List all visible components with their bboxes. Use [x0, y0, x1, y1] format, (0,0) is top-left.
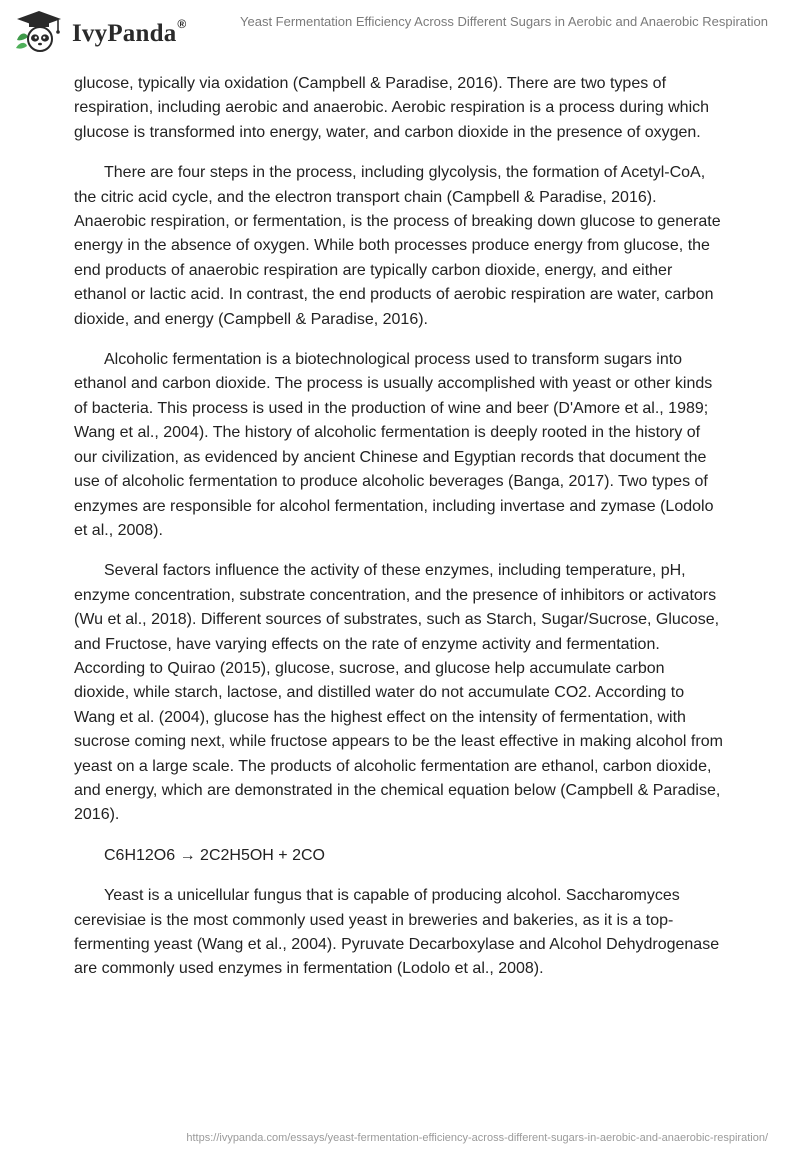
ivypanda-logo[interactable] — [14, 10, 186, 52]
page-header — [0, 0, 800, 60]
registered-mark: ® — [177, 16, 187, 31]
paragraph-respiration-types: glucose, typically via oxidation (Campbell & Paradise, 2016). There are two types of respiration, including aerobic and anaerobic. Aerobic respiration is a process during which glucose is transformed into energy, water, and carbon dioxide in the presence of oxygen. — [74, 75, 710, 141]
paragraph-enzyme-factors: Several factors influence the activity of these enzymes, including temperature, pH, enzyme concentration, substrate concentration, and the presence of inhibitors or activators (Wu et al., 2018). Different sources of substrates, such as Starch, Sugar/Sucrose, Glucose, and Fructose, have varying effects on the rate of enzyme activity and fermentation. According to Quirao (2015), glucose, sucrose, and glucose help accumulate carbon dioxide, while starch, lactose, and distilled water do not accumulate CO2. According to Wang et al. (2004), glucose has the highest effect on the intensity of fermentation, with sucrose coming next, while fructose appears to be the least effective in making alcohol from yeast on a large scale. The products of alcoholic fermentation are ethanol, carbon dioxide, and energy, which are demonstrated in the chemical equation below (Campbell & Paradise, 2016). — [74, 562, 723, 824]
brand-name-text: IvyPanda — [72, 19, 177, 47]
essay-body — [74, 72, 724, 998]
source-url[interactable]: https://ivypanda.com/essays/yeast-fermentation-efficiency-across-different-sugars-in-aerobic-and-anaerobic-respiration/ — [186, 1132, 768, 1144]
panda-graduate-icon — [14, 10, 64, 52]
document-title: Yeast Fermentation Efficiency Across Different Sugars in Aerobic and Anaerobic Respiration — [240, 14, 768, 29]
paragraph-yeast: Yeast is a unicellular fungus that is capable of producing alcohol. Saccharomyces cerevisiae is the most commonly used yeast in breweries and bakeries, as it is a top-fermenting yeast (Wang et al., 2004). Pyruvate Decarboxylase and Alcohol Dehydrogenase are commonly used enzymes in fermentation (Lodolo et al., 2008). — [74, 887, 720, 978]
paragraph-alcoholic-fermentation: Alcoholic fermentation is a biotechnological process used to transform sugars into ethanol and carbon dioxide. The process is usually accomplished with yeast or other kinds of bacteria. This process is used in the production of wine and beer (D'Amore et al., 1989; Wang et al., 2004). The history of alcoholic fermentation is deeply rooted in the history of our civilization, as evidenced by ancient Chinese and Egyptian records that document the use of alcoholic fermentation to produce alcoholic beverages (Banga, 2017). Two types of enzymes are responsible for alcohol fermentation, including invertase and zymase (Lodolo et al., 2008). — [74, 351, 714, 539]
chemical-equation: C6H12O6 → 2C2H5OH + 2CO — [104, 846, 325, 864]
brand-name — [72, 16, 187, 47]
paragraph-respiration-steps: There are four steps in the process, including glycolysis, the formation of Acetyl-CoA, the citric acid cycle, and the electron transport chain (Campbell & Paradise, 2016). Anaerobic respiration, or fermentation, is the process of breaking down glucose to generate energy in the absence of oxygen. While both processes produce energy from glucose, the end products of anaerobic respiration are typically carbon dioxide, energy, and either ethanol or lactic acid. In contrast, the end products of aerobic respiration are water, carbon dioxide, and energy (Campbell & Paradise, 2016). — [74, 164, 721, 328]
